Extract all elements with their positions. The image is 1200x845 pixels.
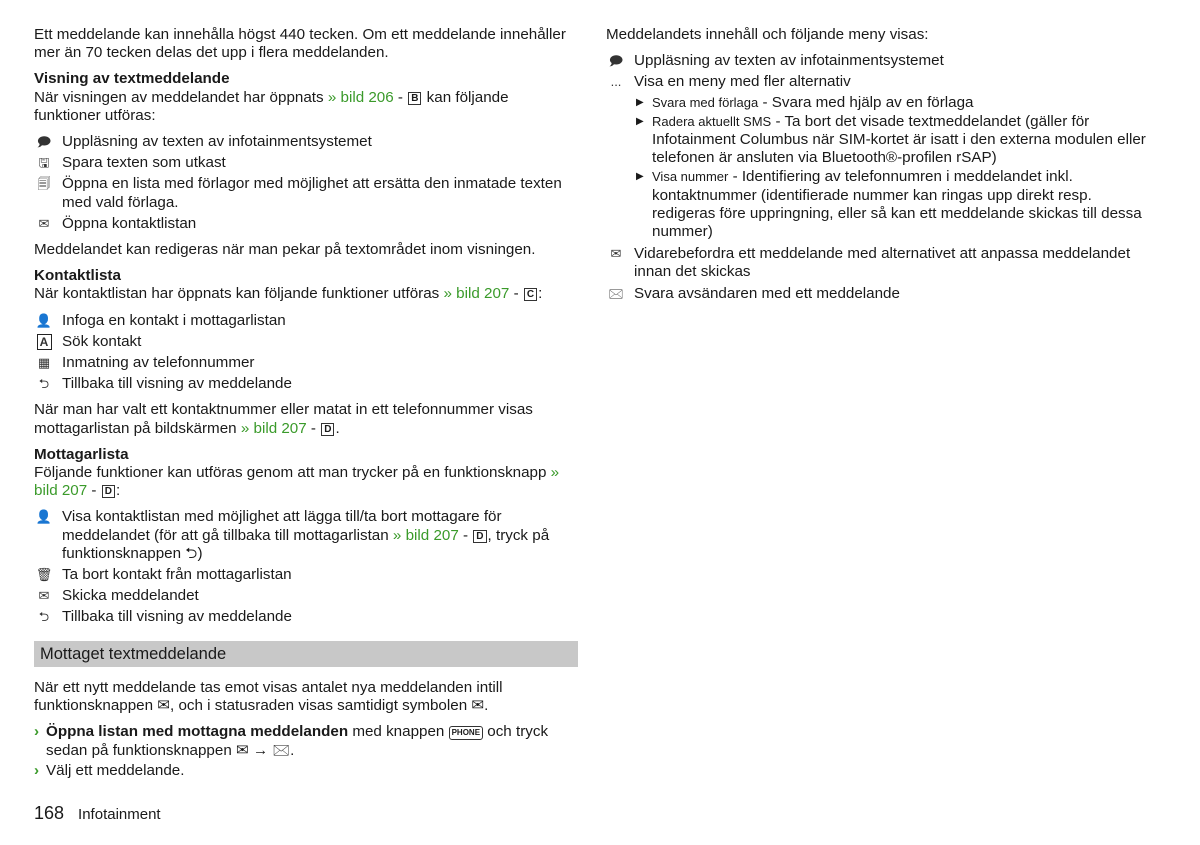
visning-sep: - (393, 88, 408, 106)
item-text: , tryck på funktionsknappen (62, 526, 550, 562)
visning-heading: Visning av textmeddelande (34, 70, 230, 88)
kontakt-function-list (34, 312, 578, 394)
list-item-label: Öppna kontaktlistan (62, 214, 197, 232)
sub-item (634, 94, 1150, 112)
list-item (606, 52, 1150, 70)
sub-item-text: - Ta bort det visade textmeddelandet (gäller för Infotainment Columbus när SIM-kortet är isatt i den externa modulen eller telefonen är ansluten via Bluetooth®-profilen rSAP) (652, 112, 1146, 167)
section-title: Mottaget textmeddelande (34, 641, 578, 667)
list-item (34, 375, 578, 393)
bild-206-link[interactable]: » bild 206 (327, 88, 394, 106)
list-item (34, 508, 578, 563)
page-number: 168 (34, 803, 65, 823)
figure-key-d: D (321, 423, 334, 436)
step-select (34, 762, 578, 780)
list-item (34, 215, 578, 233)
list-item (34, 333, 578, 351)
kontakt-text-end: : (538, 285, 543, 303)
step-text: med knappen (348, 723, 449, 741)
list-item-label: Skicka meddelandet (62, 587, 199, 605)
step-bold: Öppna listan med mottagna meddelanden (46, 723, 349, 741)
kontakt-paragraph (34, 285, 578, 303)
contacts-envelope-icon: ✉ (38, 215, 50, 231)
item-text: Visa kontaktlistan med möjlighet att lägga till/ta bort mottagare för meddelandet (för att gå tillbaka till mottagarlistan (62, 508, 502, 544)
sub-item-label: Visa nummer (652, 169, 729, 185)
sub-item-label: Svara med förlaga (652, 94, 759, 110)
visning-text: När visningen av meddelandet har öppnats (34, 88, 328, 106)
list-item-label: Tillbaka till visning av meddelande (62, 608, 292, 626)
list-item-label: Spara texten som utkast (62, 154, 226, 172)
figure-key-d: D (102, 485, 115, 498)
bild-207-link[interactable]: » bild 207 (443, 285, 510, 303)
mottagar-note-end: . (335, 419, 340, 437)
page-footer (34, 803, 161, 824)
keypad-icon: ▦ (37, 355, 51, 371)
step-text: . (290, 741, 295, 759)
triangle-bullet-icon: ▶ (636, 96, 644, 108)
list-item-label: Svara avsändaren med ett meddelande (634, 284, 900, 302)
bild-207-link[interactable]: » bild 207 (240, 419, 307, 437)
forward-envelope-icon: ✉ (610, 246, 622, 262)
envelope-icon: ✉ (236, 741, 249, 759)
list-item (606, 73, 1150, 241)
step-arrow-icon: › (34, 761, 40, 779)
mottagar-paragraph (34, 464, 578, 500)
kontakt-heading: Kontaktlista (34, 267, 121, 285)
list-item-label: Tillbaka till visning av meddelande (62, 375, 292, 393)
step-arrow-icon: › (34, 723, 40, 741)
list-item-label (62, 508, 549, 561)
list-item-label: Ta bort kontakt från mottagarlistan (62, 566, 292, 584)
mottagar-heading: Mottagarlista (34, 445, 129, 463)
person-icon: 👤 (35, 312, 53, 328)
triangle-bullet-icon: ▶ (636, 115, 644, 127)
mottaget-text-end: . (484, 697, 489, 715)
envelope-open-icon: 🖂 (272, 741, 291, 759)
step-open-list (34, 723, 578, 759)
phone-key: PHONE (449, 726, 483, 740)
list-item-label: Inmatning av telefonnummer (62, 354, 255, 372)
list-item-label: Uppläsning av texten av infotainmentsystemet (62, 133, 372, 151)
send-envelope-icon: ✉ (38, 588, 50, 604)
list-item (606, 285, 1150, 303)
speech-bubble-icon: 🗩 (36, 134, 52, 150)
list-item (34, 133, 578, 151)
search-A-icon (34, 333, 54, 351)
list-item-label: Infoga en kontakt i mottagarlistan (62, 311, 286, 329)
left-column (34, 26, 578, 782)
item-text: ) (197, 544, 203, 562)
envelope-icon: ✉ (471, 697, 485, 715)
template-list-icon: 🗐 (37, 176, 51, 192)
list-item-label: Uppläsning av texten av infotainmentsystemet (634, 52, 944, 70)
visning-paragraph (34, 89, 578, 125)
visning-function-list (34, 133, 578, 233)
right-column (606, 26, 1150, 311)
step-text: och tryck sedan på funktionsknappen (46, 723, 549, 759)
mottagar-text: Följande funktioner kan utföras genom att man trycker på en funktionsknapp (34, 464, 551, 482)
sub-menu-list (634, 94, 1150, 242)
save-draft-icon: 🖫 (38, 155, 50, 171)
sub-item (634, 113, 1150, 168)
mottagar-function-list (34, 508, 578, 626)
trash-icon: 🗑 (35, 567, 53, 583)
kontakt-text: När kontaktlistan har öppnats kan följande funktioner utföras (34, 285, 444, 303)
sub-item-label: Radera aktuellt SMS (652, 113, 772, 129)
visning-text-end: kan följande funktioner utföras: (34, 88, 509, 124)
figure-key-d: D (473, 530, 486, 543)
mottagar-note-sep: - (306, 419, 321, 437)
footer-section: Infotainment (78, 806, 161, 823)
mottagar-sep: - (87, 482, 101, 500)
bild-207-link[interactable]: » bild 207 (392, 526, 459, 544)
sub-item (634, 168, 1150, 241)
list-item (606, 245, 1150, 281)
sub-item-text: - Identifiering av telefonnumren i meddelandet inkl. kontaktnummer (identifierade nummer kan ringas upp direkt resp. redigeras före uppringning, eller så kan ett meddelande skickas till dessa nummer) (652, 168, 1142, 241)
list-item (34, 312, 578, 330)
triangle-bullet-icon: ▶ (636, 171, 644, 183)
search-A-glyph: A (37, 334, 52, 350)
step-text: Välj ett meddelande. (46, 761, 185, 779)
envelope-icon: ✉ (157, 697, 171, 715)
person-edit-icon: 👤 (35, 509, 53, 525)
list-item (34, 566, 578, 584)
list-item (34, 175, 578, 211)
mottaget-text: När ett nytt meddelande tas emot visas antalet nya meddelanden intill funktionsknappen (34, 678, 503, 715)
mottagar-note (34, 401, 578, 437)
reply-envelope-icon: 🖂 (608, 285, 624, 301)
figure-key-c: C (524, 288, 537, 301)
figure-key-b: B (408, 92, 421, 105)
list-item-label: Öppna en lista med förlagor med möjlighet att ersätta den inmatade texten med vald förlaga. (62, 175, 562, 211)
back-arrow-icon: ⮌ (185, 544, 198, 562)
mottaget-paragraph (34, 679, 578, 715)
more-options-icon: ... (610, 74, 622, 90)
item-sep: - (458, 526, 473, 544)
list-item (34, 587, 578, 605)
bild-207-link[interactable]: » bild 207 (34, 464, 560, 500)
step-text: → (248, 741, 273, 759)
list-item (34, 354, 578, 372)
list-item (34, 608, 578, 626)
intro-paragraph: Ett meddelande kan innehålla högst 440 tecken. Om ett meddelande innehåller mer än 70 tecken delas det upp i flera meddelanden. (34, 26, 566, 62)
mottaget-text: , och i statusraden visas samtidigt symbolen (170, 697, 472, 715)
back-arrow-icon: ⮌ (38, 609, 50, 625)
right-intro: Meddelandets innehåll och följande meny visas: (606, 26, 929, 43)
list-item-label: Vidarebefordra ett meddelande med alternativet att anpassa meddelandet innan det skickas (634, 245, 1131, 281)
edit-note: Meddelandet kan redigeras när man pekar på textområdet inom visningen. (34, 241, 536, 259)
list-item-label: Sök kontakt (62, 332, 142, 350)
speech-bubble-icon: 🗩 (608, 53, 624, 69)
mottagar-note-text: När man har valt ett kontaktnummer eller matat in ett telefonnummer visas mottagarlistan på bildskärmen (34, 401, 533, 437)
sub-item-text: - Svara med hjälp av en förlaga (758, 93, 974, 111)
mottagar-text-end: : (115, 482, 121, 500)
back-arrow-icon: ⮌ (38, 376, 50, 392)
kontakt-sep: - (509, 285, 523, 303)
list-item-label: Visa en meny med fler alternativ (634, 73, 851, 91)
list-item (34, 154, 578, 172)
message-menu-list (606, 52, 1150, 303)
